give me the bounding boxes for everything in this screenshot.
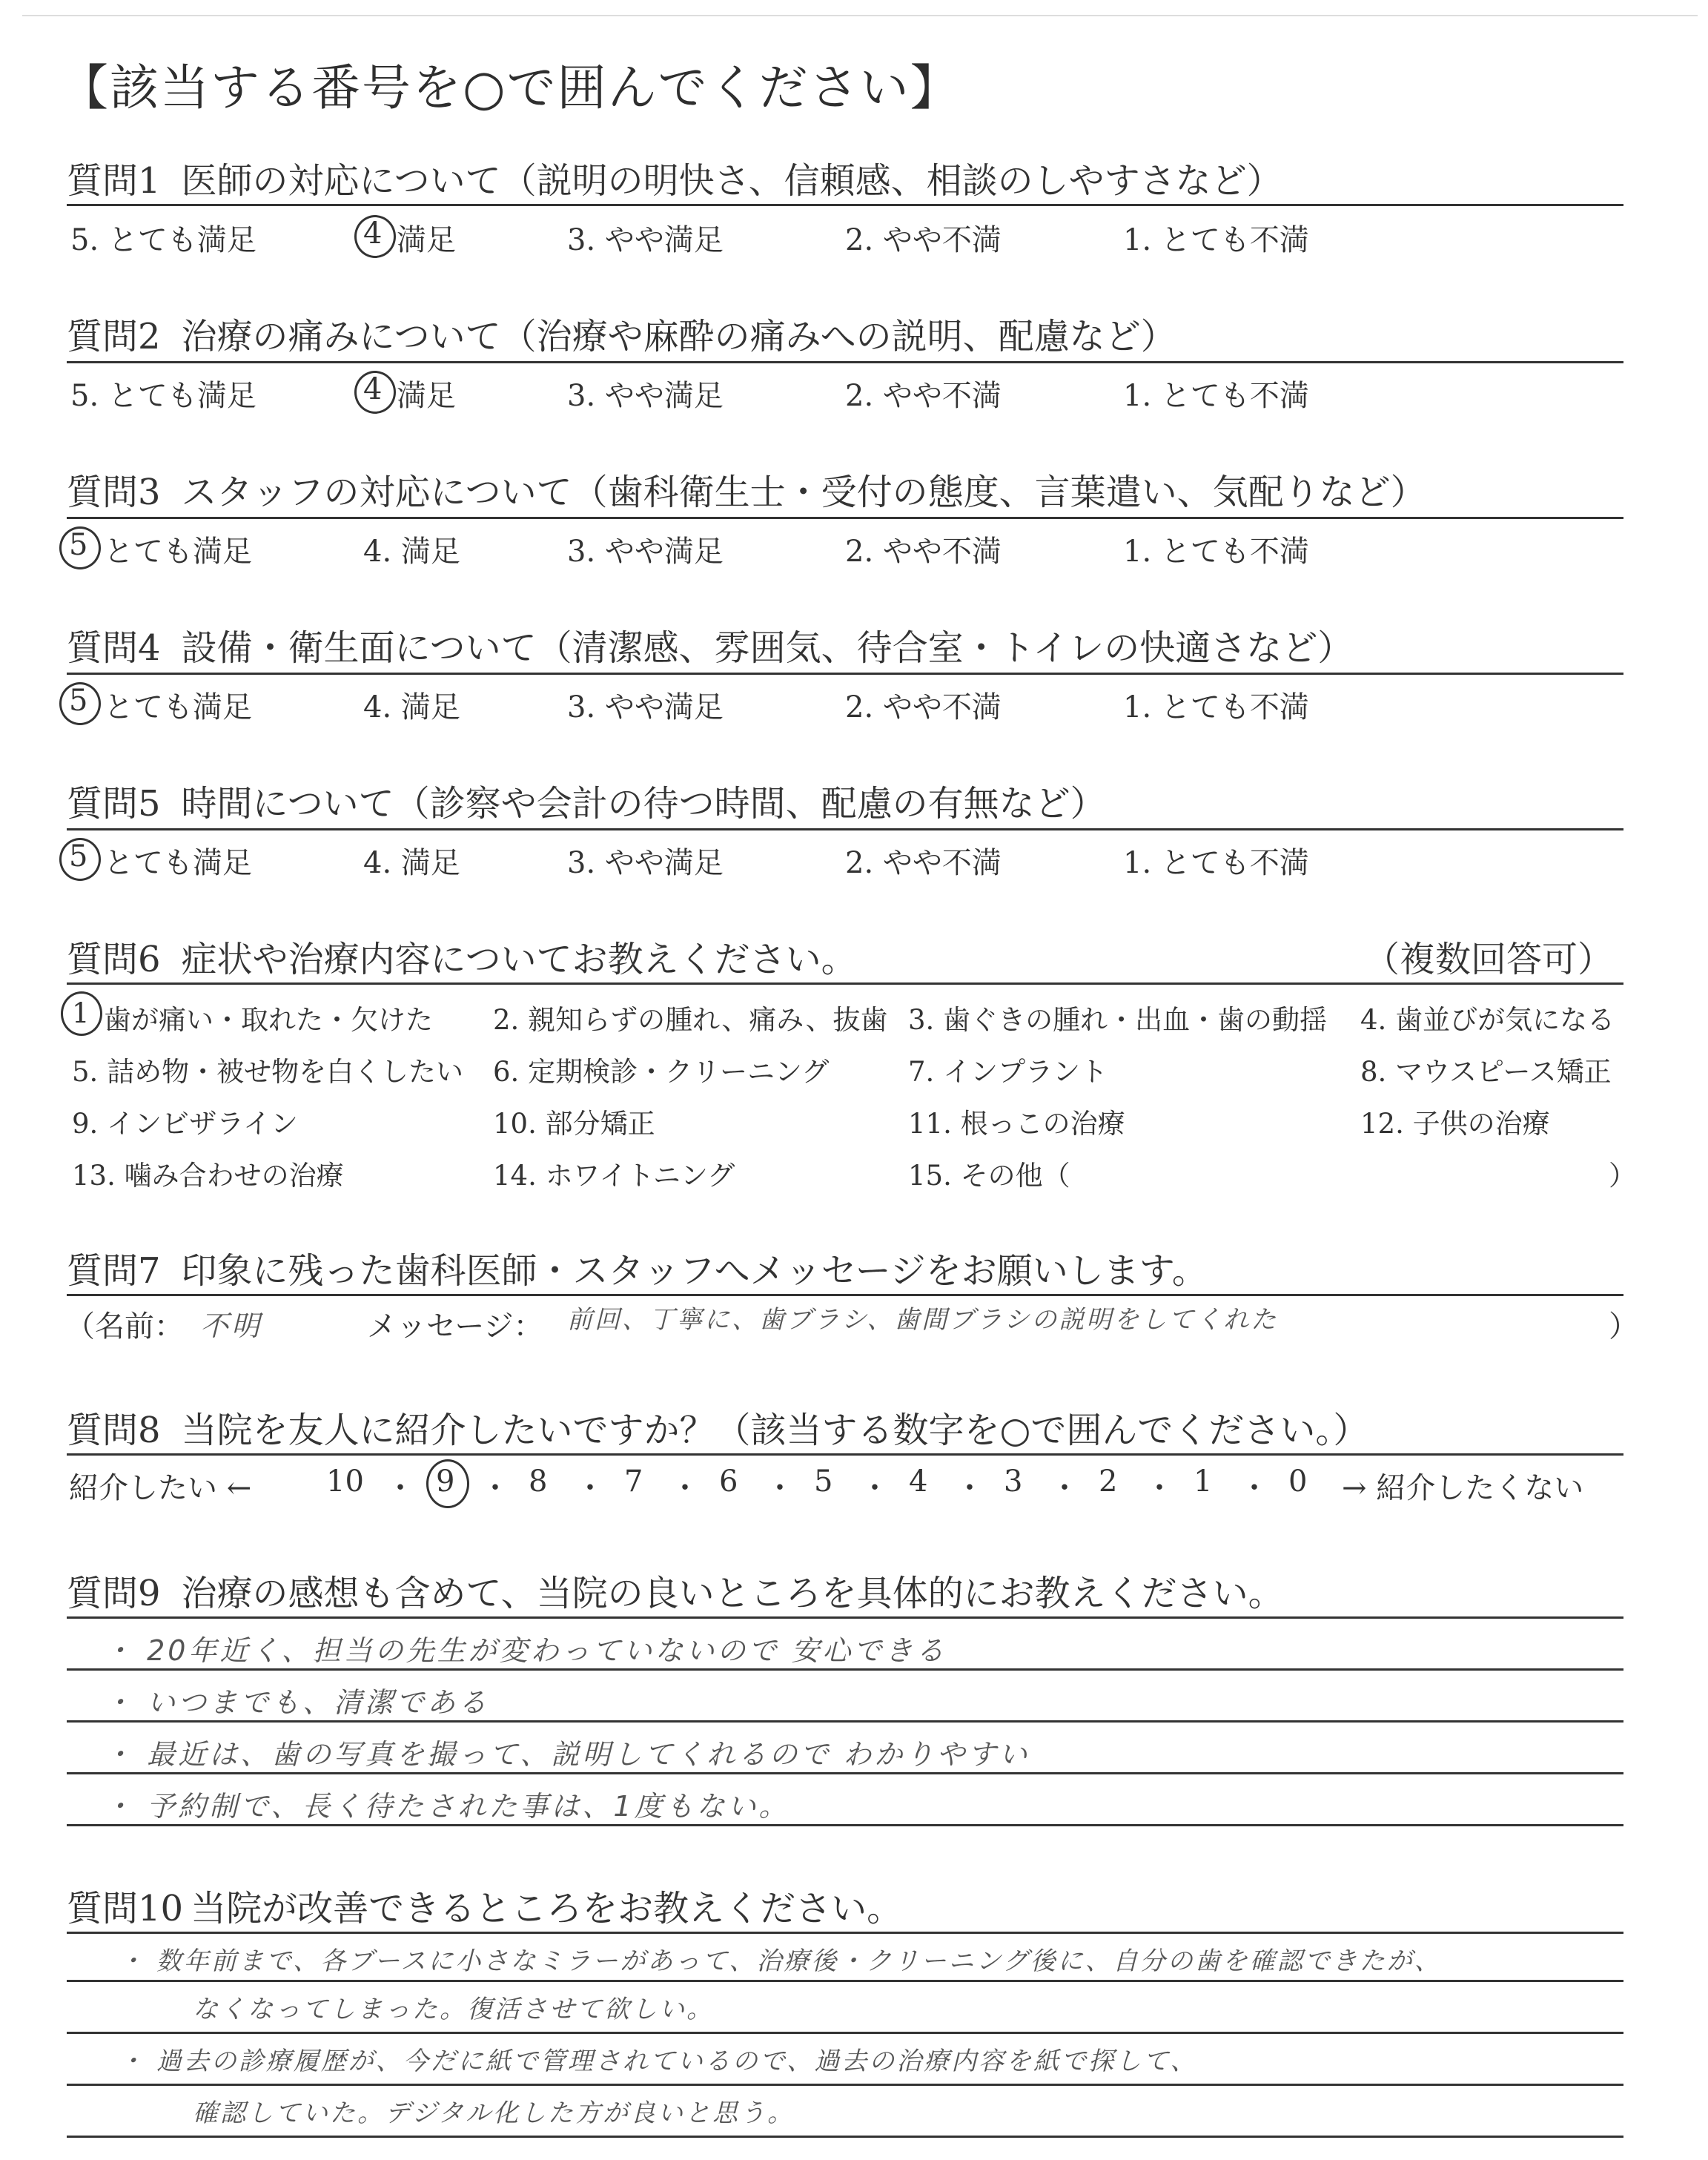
q4-option-1[interactable]: 1. とても不満 xyxy=(1123,690,1309,724)
question-4-text: 設備・衛生面について（清潔感、雰囲気、待合室・トイレの快適さなど） xyxy=(181,627,1354,669)
q8-separator: ・ xyxy=(860,1471,890,1505)
q2-option-4-number[interactable]: 4 xyxy=(363,372,383,406)
q4-option-3[interactable]: 3. やや満足 xyxy=(567,690,724,724)
q6-item-10[interactable]: 10. 部分矯正 xyxy=(493,1108,655,1140)
q6-item-14[interactable]: 14. ホワイトニング xyxy=(493,1160,735,1192)
q6-item-15-close: ） xyxy=(1609,1160,1636,1192)
q1-option-4[interactable]: 満足 xyxy=(397,223,456,257)
question-6-number: 質問6 xyxy=(67,939,161,980)
q9-answer-line-3[interactable]: ・ 最近は、歯の写真を撮って、説明してくれるので わかりやすい xyxy=(104,1738,1030,1771)
answer-line xyxy=(67,2084,1623,2086)
q1-option-5[interactable]: 5. とても満足 xyxy=(70,223,256,257)
question-10-title xyxy=(67,1880,902,1931)
q3-option-5-number[interactable]: 5 xyxy=(69,528,88,562)
q5-option-1[interactable]: 1. とても不満 xyxy=(1123,846,1309,880)
q6-item-15[interactable]: 15. その他（ xyxy=(908,1160,1070,1192)
answer-line xyxy=(67,1720,1623,1723)
q10-answer-line-1[interactable]: ・ 数年前まで、各ブースに小さなミラーがあって、治療後・クリーニング後に、自分の歯を確認できたが、 xyxy=(119,1946,1442,1976)
q8-separator: ・ xyxy=(955,1471,984,1505)
q10-answer-line-4[interactable]: 確認していた。デジタル化した方が良いと思う。 xyxy=(193,2098,795,2128)
question-7-rule xyxy=(67,1294,1623,1296)
q1-option-3[interactable]: 3. やや満足 xyxy=(567,223,724,257)
answer-line xyxy=(67,1668,1623,1671)
top-rule xyxy=(22,15,1698,16)
answer-line xyxy=(67,1980,1623,1982)
q2-option-4[interactable]: 満足 xyxy=(397,379,456,413)
q7-close-paren: ） xyxy=(1609,1309,1638,1344)
q2-option-5[interactable]: 5. とても満足 xyxy=(70,379,256,413)
q8-separator: ・ xyxy=(765,1471,795,1505)
q8-scale-7[interactable]: 7 xyxy=(624,1464,643,1499)
question-3-text: スタッフの対応について（歯科衛生士・受付の態度、言葉遣い、気配りなど） xyxy=(181,472,1426,513)
q8-left-label: 紹介したい ← xyxy=(69,1471,252,1505)
question-10-text: 当院が改善できるところをお教えください。 xyxy=(191,1888,903,1929)
q3-option-2[interactable]: 2. やや不満 xyxy=(845,535,1002,569)
q8-scale-8[interactable]: 8 xyxy=(529,1464,548,1499)
q8-scale-1[interactable]: 1 xyxy=(1194,1464,1213,1499)
q5-option-3[interactable]: 3. やや満足 xyxy=(567,846,724,880)
question-9-text: 治療の感想も含めて、当院の良いところを具体的にお教えください。 xyxy=(181,1573,1284,1614)
q6-item-2[interactable]: 2. 親知らずの腫れ、痛み、抜歯 xyxy=(493,1004,888,1036)
q6-item-11[interactable]: 11. 根っこの治療 xyxy=(908,1108,1125,1140)
question-2-number: 質問2 xyxy=(67,316,161,357)
page-header: 【該当する番号を○で囲んでください】 xyxy=(59,59,961,116)
q8-scale-5[interactable]: 5 xyxy=(814,1464,833,1499)
q7-name-value[interactable]: 不明 xyxy=(200,1309,263,1342)
q4-option-2[interactable]: 2. やや不満 xyxy=(845,690,1002,724)
answer-line xyxy=(67,2136,1623,2138)
q7-message-label: メッセージ： xyxy=(367,1309,543,1344)
q5-option-4[interactable]: 4. 満足 xyxy=(363,846,460,880)
question-4-number: 質問4 xyxy=(67,627,161,669)
q3-option-1[interactable]: 1. とても不満 xyxy=(1123,535,1309,569)
question-2-title xyxy=(67,308,1176,359)
q7-name-label: （名前： xyxy=(65,1309,184,1344)
question-1-text: 医師の対応について（説明の明快さ、信頼感、相談のしやすさなど） xyxy=(181,160,1282,202)
question-1-number: 質問1 xyxy=(67,160,161,202)
q6-item-7[interactable]: 7. インプラント xyxy=(908,1056,1108,1088)
question-5-title xyxy=(67,775,1106,826)
q3-option-4[interactable]: 4. 満足 xyxy=(363,535,460,569)
q6-item-1[interactable]: 歯が痛い・取れた・欠けた xyxy=(104,1004,433,1036)
q9-answer-line-4[interactable]: ・ 予約制で、長く待たされた事は、1度もない。 xyxy=(104,1790,790,1823)
q5-option-5-number[interactable]: 5 xyxy=(69,839,88,873)
question-6-note: （複数回答可） xyxy=(1364,939,1614,980)
question-5-rule xyxy=(67,828,1623,830)
q8-scale-9[interactable]: 9 xyxy=(436,1464,455,1499)
q6-item-9[interactable]: 9. インビザライン xyxy=(72,1108,298,1140)
question-7-text: 印象に残った歯科医師・スタッフへメッセージをお願いします。 xyxy=(181,1250,1208,1292)
question-10-number: 質問10 xyxy=(67,1888,184,1929)
question-3-title xyxy=(67,463,1426,515)
q8-separator: ・ xyxy=(670,1471,700,1505)
q8-separator: ・ xyxy=(385,1471,415,1505)
question-9-title xyxy=(67,1565,1284,1616)
q6-item-13[interactable]: 13. 噛み合わせの治療 xyxy=(72,1160,344,1192)
q2-option-2[interactable]: 2. やや不満 xyxy=(845,379,1002,413)
question-2-rule xyxy=(67,361,1623,363)
answer-line xyxy=(67,2032,1623,2034)
question-2-text: 治療の痛みについて（治療や麻酔の痛みへの説明、配慮など） xyxy=(181,316,1176,357)
q6-item-1-number[interactable]: 1 xyxy=(72,997,90,1029)
q1-option-2[interactable]: 2. やや不満 xyxy=(845,223,1002,257)
question-8-text: 当院を友人に紹介したいですか？（該当する数字を○で囲んでください。） xyxy=(181,1410,1369,1451)
q4-option-5[interactable]: とても満足 xyxy=(104,690,252,724)
question-6-title xyxy=(67,931,857,982)
q6-item-3[interactable]: 3. 歯ぐきの腫れ・出血・歯の動揺 xyxy=(908,1004,1328,1036)
q4-option-4[interactable]: 4. 満足 xyxy=(363,690,460,724)
q8-scale-4[interactable]: 4 xyxy=(909,1464,928,1499)
question-8-rule xyxy=(67,1453,1623,1456)
q5-option-2[interactable]: 2. やや不満 xyxy=(845,846,1002,880)
q2-option-3[interactable]: 3. やや満足 xyxy=(567,379,724,413)
q8-separator: ・ xyxy=(1050,1471,1079,1505)
question-6-text: 症状や治療内容についてお教えください。 xyxy=(181,939,857,980)
q1-option-1[interactable]: 1. とても不満 xyxy=(1123,223,1309,257)
q6-item-6[interactable]: 6. 定期検診・クリーニング xyxy=(493,1056,830,1088)
question-9-number: 質問9 xyxy=(67,1573,161,1614)
q7-message-value[interactable]: 前回、丁寧に、歯ブラシ、歯間ブラシの説明をしてくれた xyxy=(567,1305,1279,1335)
q6-item-5[interactable]: 5. 詰め物・被せ物を白くしたい xyxy=(72,1056,464,1088)
q3-option-3[interactable]: 3. やや満足 xyxy=(567,535,724,569)
question-1-title xyxy=(67,152,1282,203)
question-3-rule xyxy=(67,517,1623,519)
q6-item-4[interactable]: 4. 歯並びが気になる xyxy=(1360,1004,1615,1036)
q6-item-8[interactable]: 8. マウスピース矯正 xyxy=(1360,1056,1612,1088)
q8-scale-2[interactable]: 2 xyxy=(1099,1464,1118,1499)
question-7-title xyxy=(67,1242,1208,1293)
q10-answer-line-2[interactable]: なくなってしまった。復活させて欲しい。 xyxy=(193,1995,714,2024)
question-5-number: 質問5 xyxy=(67,783,161,825)
q8-separator: ・ xyxy=(1145,1471,1174,1505)
q9-answer-line-1[interactable]: ・ 20年近く、担当の先生が変わっていないので 安心できる xyxy=(104,1634,947,1667)
question-4-rule xyxy=(67,673,1623,675)
answer-line xyxy=(67,1932,1623,1934)
q8-scale-6[interactable]: 6 xyxy=(719,1464,738,1499)
question-8-title xyxy=(67,1401,1368,1453)
q8-separator: ・ xyxy=(575,1471,605,1505)
question-3-number: 質問3 xyxy=(67,472,161,513)
q10-answer-line-3[interactable]: ・ 過去の診療履歴が、今だに紙で管理されているので、過去の治療内容を紙で探して、 xyxy=(119,2047,1198,2076)
q2-option-1[interactable]: 1. とても不満 xyxy=(1123,379,1309,413)
question-1-rule xyxy=(67,204,1623,206)
q3-option-5[interactable]: とても満足 xyxy=(104,535,252,569)
question-4-title xyxy=(67,619,1353,670)
q8-scale-10[interactable]: 10 xyxy=(326,1464,364,1499)
q4-option-5-number[interactable]: 5 xyxy=(69,684,88,718)
q8-separator: ・ xyxy=(480,1471,510,1505)
q8-scale-3[interactable]: 3 xyxy=(1004,1464,1023,1499)
q5-option-5[interactable]: とても満足 xyxy=(104,846,252,880)
q9-answer-line-2[interactable]: ・ いつまでも、清潔である xyxy=(104,1686,490,1719)
answer-line xyxy=(67,1824,1623,1826)
q6-item-12[interactable]: 12. 子供の治療 xyxy=(1360,1108,1550,1140)
question-5-text: 時間について（診察や会計の待つ時間、配慮の有無など） xyxy=(181,783,1106,825)
q8-separator: ・ xyxy=(1239,1471,1269,1505)
answer-line xyxy=(67,1772,1623,1774)
q8-scale-0[interactable]: 0 xyxy=(1288,1464,1308,1499)
question-8-number: 質問8 xyxy=(67,1410,161,1451)
q8-right-label: → 紹介したくない xyxy=(1342,1471,1584,1505)
answer-line xyxy=(67,1616,1623,1619)
q1-option-4-number[interactable]: 4 xyxy=(363,217,383,251)
question-6-rule xyxy=(67,982,1623,985)
question-7-number: 質問7 xyxy=(67,1250,161,1292)
